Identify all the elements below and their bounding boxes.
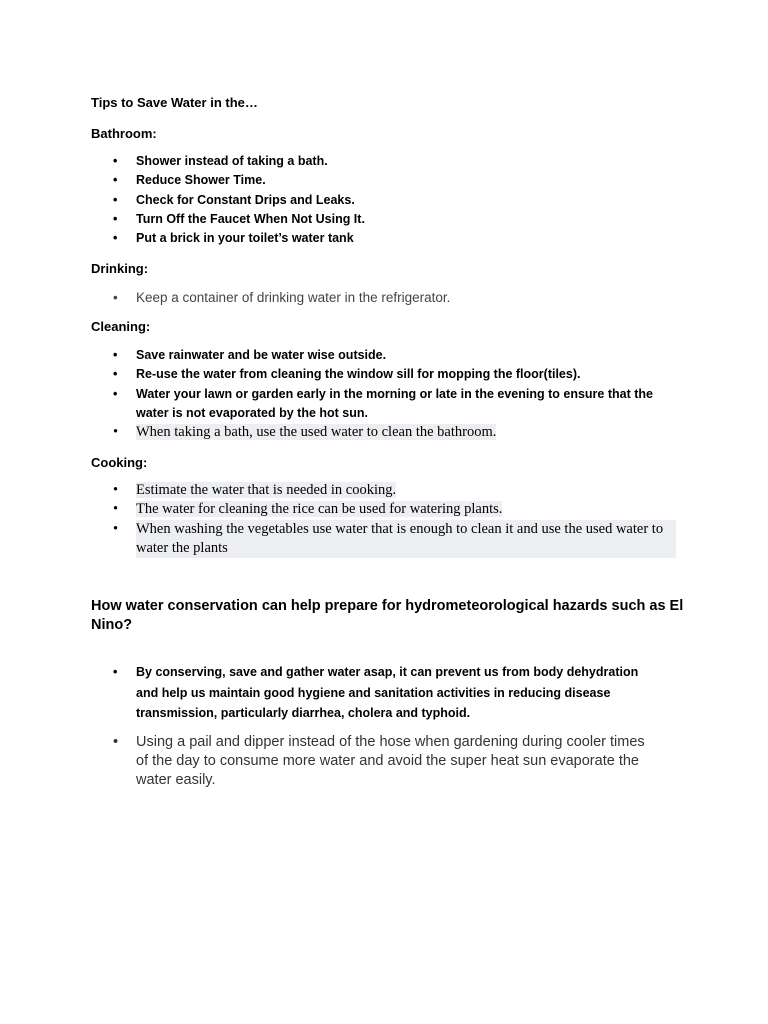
cleaning-heading: Cleaning: — [91, 319, 151, 334]
list-item: • Turn Off the Faucet When Not Using It. — [0, 210, 365, 229]
list-item: • Save rainwater and be water wise outside. — [0, 346, 676, 365]
list-item: • When washing the vegetables use water that is enough to clean it and use the used water to water the plants — [0, 520, 676, 559]
page-title: Tips to Save Water in the… — [91, 95, 258, 110]
list-item: • By conserving, save and gather water asap, it can prevent us from body dehydration and help us maintain good hygiene and sanitation activities in reducing disease transmission, particularly diarrhea, cholera and typhoid. — [0, 662, 656, 724]
list-item: • The water for cleaning the rice can be used for watering plants. — [0, 500, 676, 519]
answer-list — [0, 662, 656, 724]
answer-list-2 — [0, 733, 646, 790]
cooking-heading: Cooking: — [91, 455, 148, 470]
list-item: • When taking a bath, use the used water to clean the bathroom. — [0, 423, 496, 442]
list-item: • Water your lawn or garden early in the morning or late in the evening to ensure that the water is not evaporated by the hot sun. — [0, 385, 676, 424]
list-item: • Keep a container of drinking water in the refrigerator. — [0, 288, 450, 308]
list-item: • Re-use the water from cleaning the window sill for mopping the floor(tiles). — [0, 365, 676, 384]
drinking-heading: Drinking: — [91, 261, 149, 276]
list-item: • Put a brick in your toilet’s water tank — [0, 229, 365, 248]
list-item: • Shower instead of taking a bath. — [0, 152, 365, 171]
question-heading: How water conservation can help prepare for hydrometeorological hazards such as El Nino? — [91, 598, 684, 633]
cooking-list — [0, 481, 676, 558]
cleaning-list-highlighted — [0, 423, 496, 442]
list-item: • Estimate the water that is needed in cooking. — [0, 481, 676, 500]
drinking-list — [0, 288, 450, 308]
list-item: • Using a pail and dipper instead of the hose when gardening during cooler times of the day to consume more water and avoid the super heat sun evaporate the water easily. — [0, 733, 646, 790]
list-item: • Check for Constant Drips and Leaks. — [0, 191, 365, 210]
list-item: • Reduce Shower Time. — [0, 171, 365, 190]
bathroom-list — [0, 152, 365, 248]
bathroom-heading: Bathroom: — [91, 126, 157, 141]
cleaning-list — [0, 346, 676, 423]
